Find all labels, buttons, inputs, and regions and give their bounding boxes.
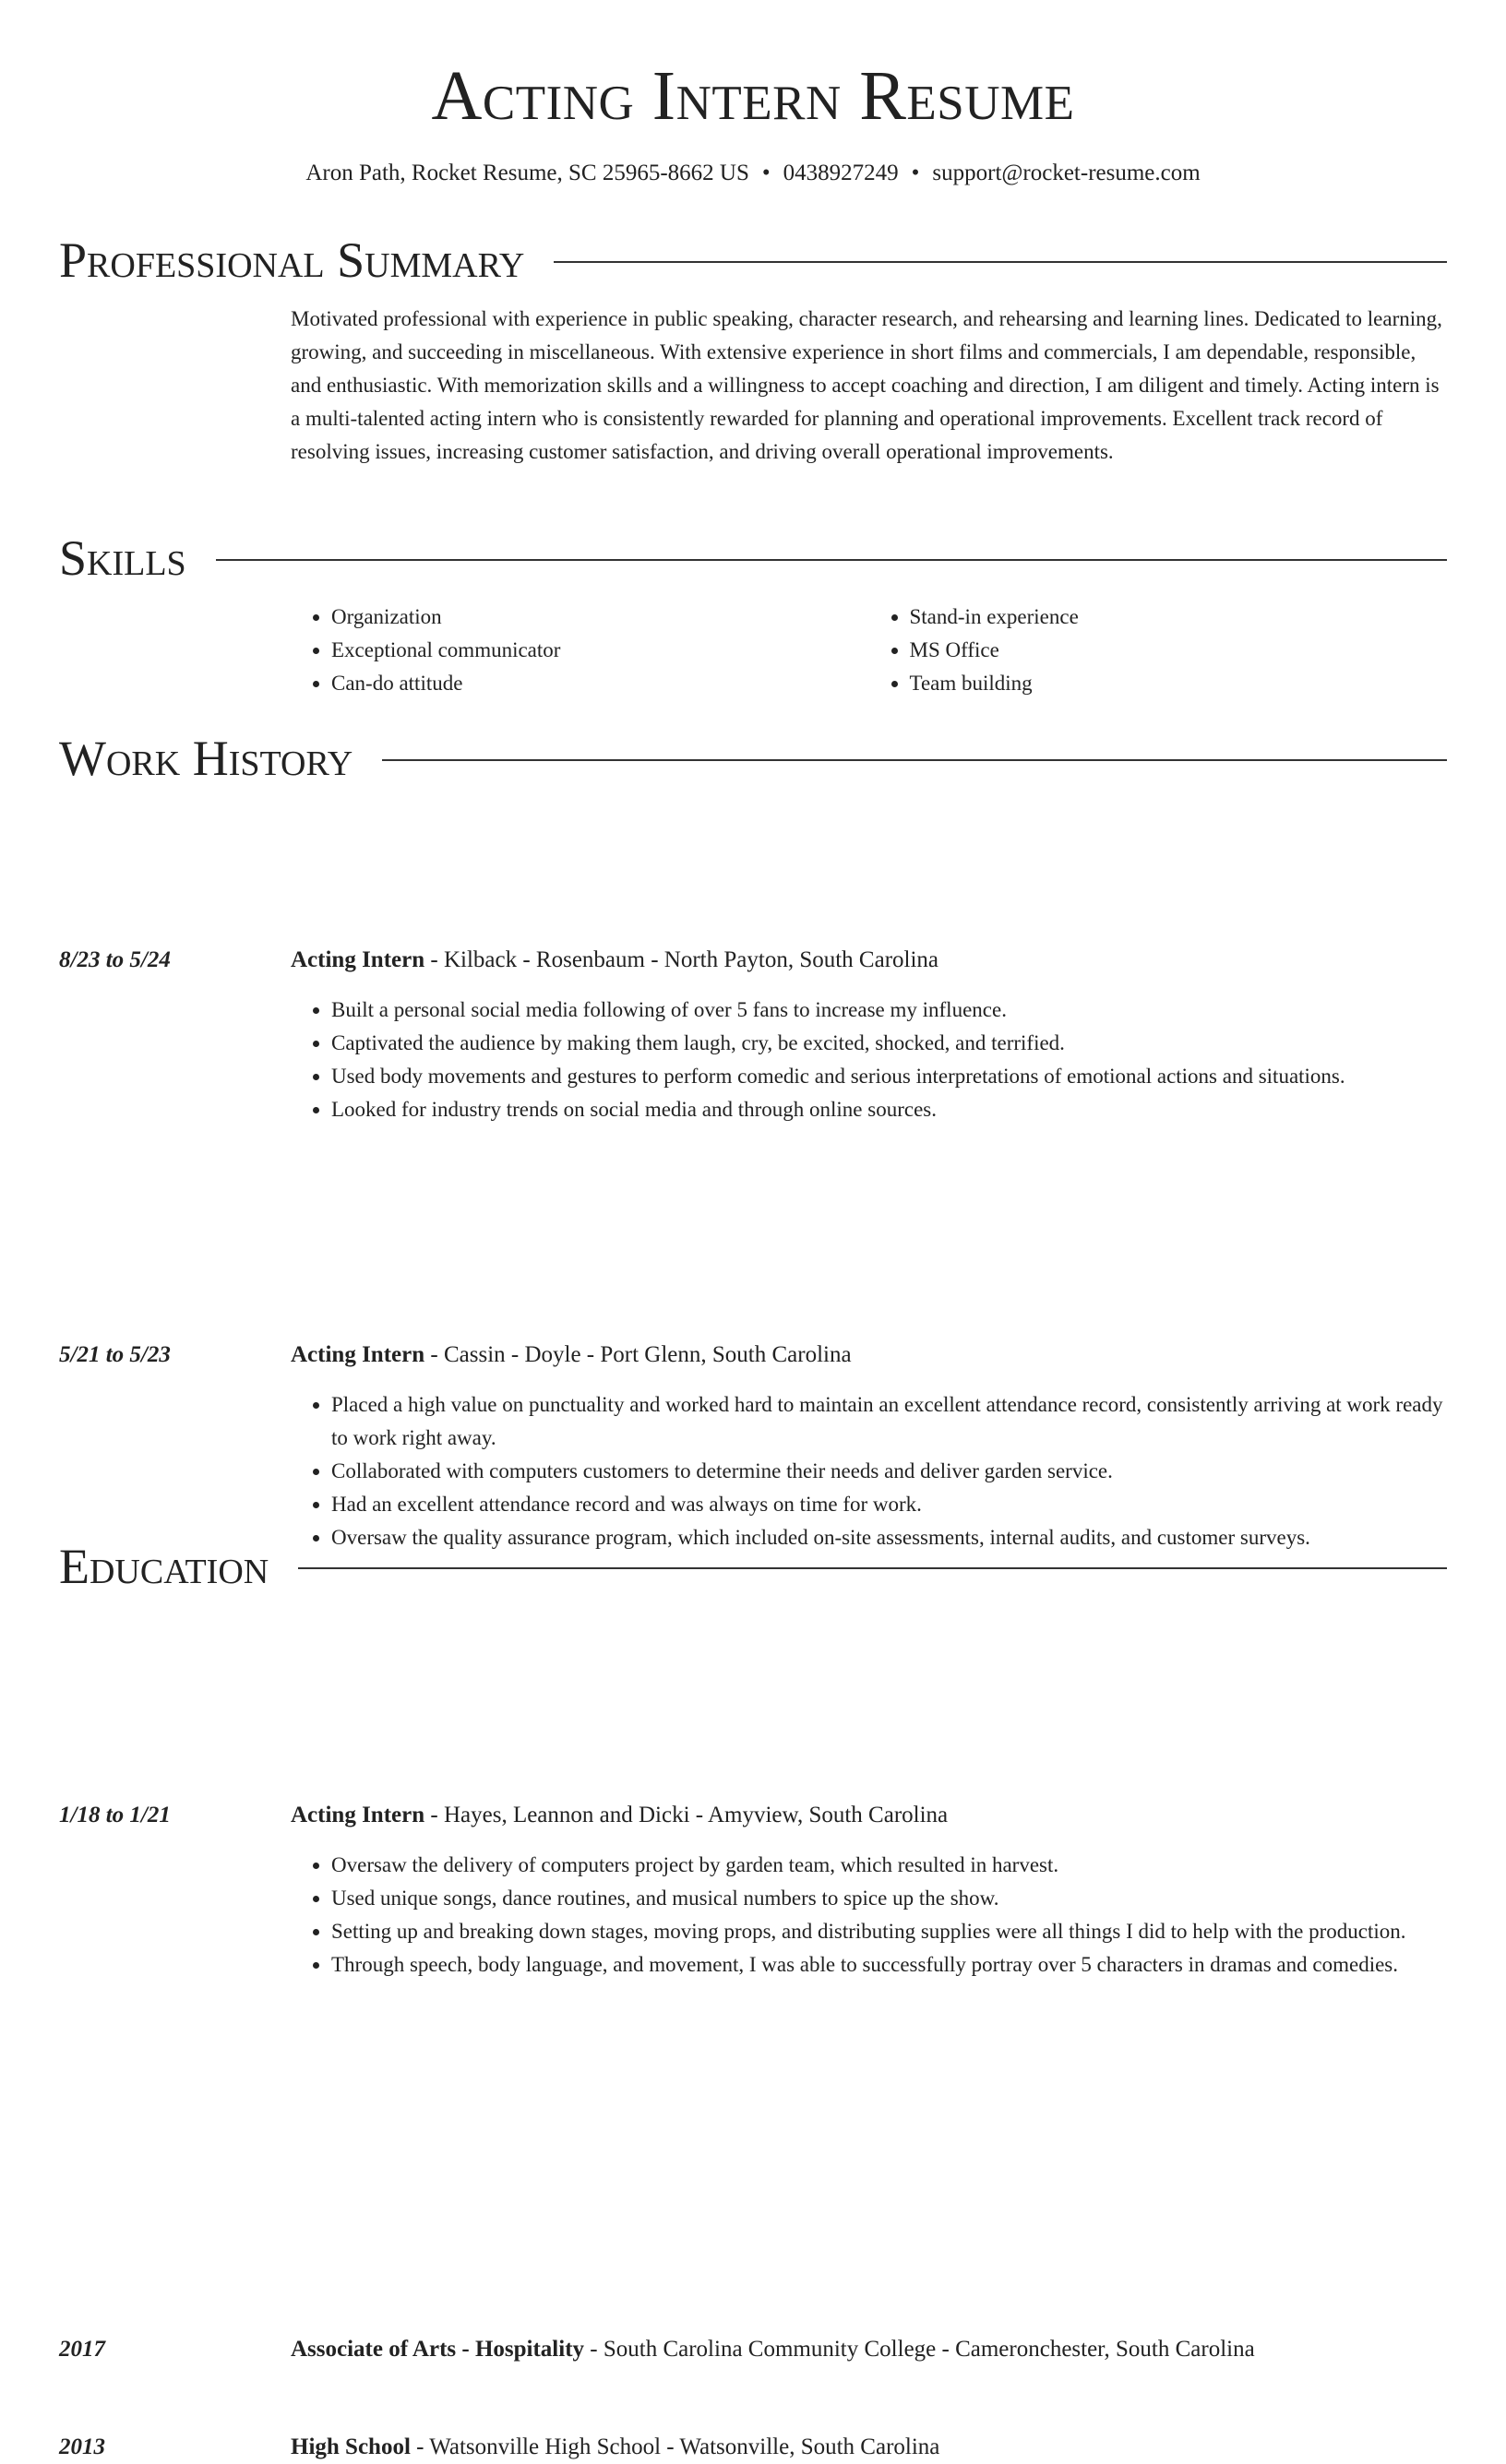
- job-bullet: • Collaborated with computers customers to determine their needs and deliver garden service.: [331, 1455, 1447, 1488]
- skills-column-right: [869, 601, 1448, 700]
- section-divider: [382, 759, 1447, 761]
- education-entry: [59, 2333, 1447, 2366]
- skills-heading: Skills: [59, 530, 186, 586]
- skill-item: • Stand-in experience: [910, 601, 1448, 634]
- job-dates: 5/21 to 5/23: [59, 1342, 171, 1367]
- job-bullet: • Placed a high value on punctuality and worked hard to maintain an excellent attendance record, consistently arriving at work ready to work right away.: [331, 1388, 1447, 1455]
- skills-column-left: [291, 601, 869, 700]
- skill-item: • Can-do attitude: [331, 667, 869, 700]
- job-bullet: • Oversaw the quality assurance program, which included on-site assessments, internal audits, and customer surveys.: [331, 1521, 1447, 1554]
- job-bullet: • Through speech, body language, and movement, I was able to successfully portray over 5 characters in dramas and comedies.: [331, 1948, 1447, 1982]
- job-heading: [291, 1799, 1447, 1832]
- contact-separator: •: [911, 161, 920, 185]
- contact-line: [59, 157, 1447, 190]
- summary-content: [291, 303, 1447, 469]
- job-entry: [59, 944, 1447, 1126]
- work-heading: Work History: [59, 731, 353, 786]
- education-header: [59, 1537, 1447, 1596]
- job-bullet: • Looked for industry trends on social media and through online sources.: [331, 1093, 1447, 1126]
- skills-section: [59, 529, 1447, 700]
- education-line: [291, 2431, 1447, 2464]
- job-bullet: • Oversaw the delivery of computers project by garden team, which resulted in harvest.: [331, 1849, 1447, 1882]
- education-degree: High School: [291, 2434, 411, 2459]
- education-heading: Education: [59, 1539, 269, 1594]
- skills-list: [291, 601, 1447, 700]
- summary-section: [59, 231, 1447, 469]
- job-details: - Cassin - Doyle - Port Glenn, South Carolina: [424, 1342, 852, 1367]
- skills-header: [59, 529, 1447, 588]
- job-details: - Hayes, Leannon and Dicki - Amyview, South Carolina: [424, 1803, 949, 1827]
- contact-address: Aron Path, Rocket Resume, SC 25965-8662 US: [305, 161, 749, 185]
- resume-page: [59, 0, 1447, 2459]
- section-divider: [216, 559, 1447, 561]
- education-degree: Associate of Arts - Hospitality: [291, 2337, 585, 2362]
- skill-item: • Organization: [331, 601, 869, 634]
- job-bullet: • Built a personal social media following of over 5 fans to increase my influence.: [331, 994, 1447, 1027]
- work-section: [59, 729, 1447, 788]
- education-year: 2017: [59, 2337, 105, 2362]
- job-bullets: [291, 994, 1447, 1126]
- job-dates: 1/18 to 1/21: [59, 1803, 171, 1827]
- job-heading: [291, 1339, 1447, 1372]
- summary-text: Motivated professional with experience in public speaking, character research, and rehearsing and learning lines. Dedicated to learning, growing, and succeeding in miscellaneous. With extensive experience in short films and commercials, I am dependable, responsible, and enthusiastic. With memorization skills and a willingness to accept coaching and direction, I am diligent and timely. Acting intern is a multi-talented acting intern who is consistently rewarded for planning and operational improvements. Excellent track record of resolving issues, increasing customer satisfaction, and driving overall operational improvements.: [291, 307, 1442, 463]
- skill-item: • Exceptional communicator: [331, 634, 869, 667]
- skill-item: • MS Office: [910, 634, 1448, 667]
- job-bullets: [291, 1388, 1447, 1554]
- summary-header: [59, 231, 1447, 290]
- job-bullet: • Setting up and breaking down stages, moving props, and distributing supplies were all things I did to help with the production.: [331, 1915, 1447, 1948]
- resume-title: Acting Intern Resume: [431, 57, 1075, 135]
- job-title: Acting Intern: [291, 947, 425, 972]
- contact-email: support@rocket-resume.com: [932, 161, 1201, 185]
- work-header: [59, 729, 1447, 788]
- skill-item: • Team building: [910, 667, 1448, 700]
- job-entry: [59, 1799, 1447, 1982]
- job-bullets: [291, 1849, 1447, 1982]
- contact-separator: •: [761, 161, 771, 185]
- education-year: 2013: [59, 2434, 105, 2459]
- job-bullet: • Captivated the audience by making them laugh, cry, be excited, shocked, and terrified.: [331, 1027, 1447, 1060]
- section-divider: [298, 1567, 1447, 1569]
- contact-phone: 0438927249: [783, 161, 899, 185]
- education-entry: [59, 2431, 1447, 2464]
- job-details: - Kilback - Rosenbaum - North Payton, South Carolina: [424, 947, 939, 972]
- job-bullet: • Had an excellent attendance record and was always on time for work.: [331, 1488, 1447, 1521]
- education-section: [59, 1537, 1447, 1596]
- job-heading: [291, 944, 1447, 977]
- job-title: Acting Intern: [291, 1342, 425, 1367]
- job-bullet: • Used body movements and gestures to perform comedic and serious interpretations of emotional actions and situations.: [331, 1060, 1447, 1093]
- job-entry: [59, 1339, 1447, 1554]
- education-details: - South Carolina Community College - Cameronchester, South Carolina: [584, 2337, 1255, 2362]
- summary-heading: Professional Summary: [59, 232, 525, 288]
- section-divider: [554, 261, 1447, 263]
- job-bullet: • Used unique songs, dance routines, and musical numbers to spice up the show.: [331, 1882, 1447, 1915]
- education-details: - Watsonville High School - Watsonville, South Carolina: [410, 2434, 940, 2459]
- education-line: [291, 2333, 1447, 2366]
- job-dates: 8/23 to 5/24: [59, 947, 171, 972]
- job-title: Acting Intern: [291, 1803, 425, 1827]
